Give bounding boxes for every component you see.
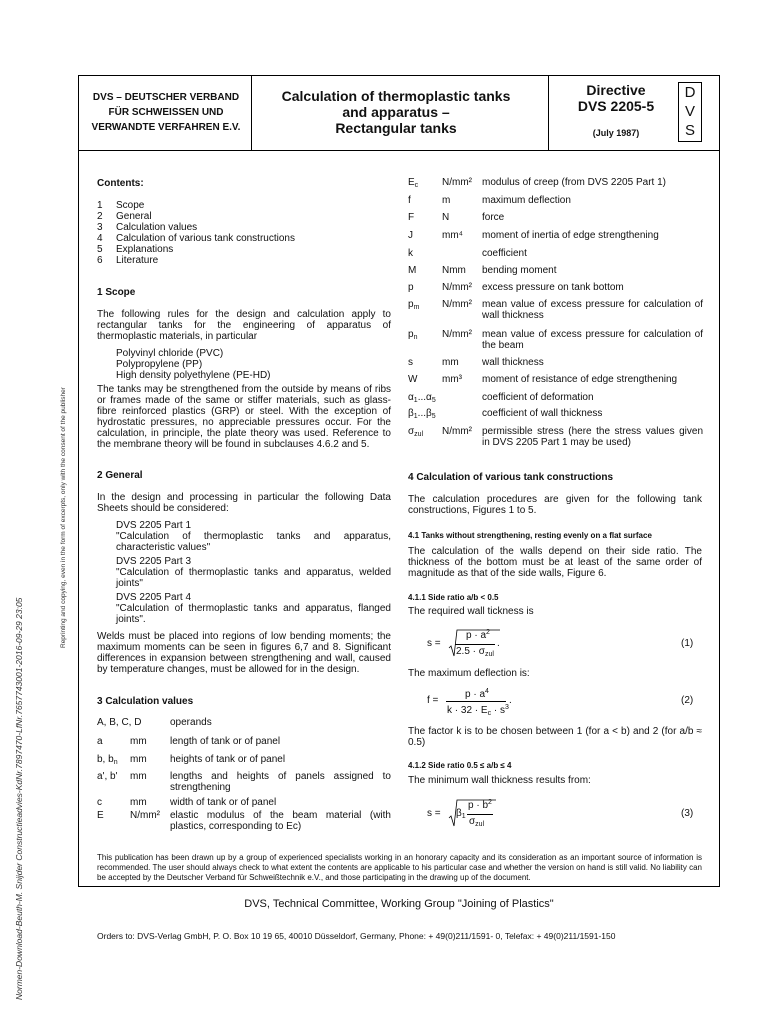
general-heading: 2 General: [97, 470, 143, 481]
dvs-logo: D V S: [678, 82, 702, 142]
section4-intro: The calculation procedures are given for the following tank constructions, Figures 1 to 5.: [408, 494, 702, 516]
sym-desc: permissible stress (here the stress values given in DVS 2205 Part 1 may be used): [482, 426, 703, 448]
sym-unit: N/mm²: [442, 177, 472, 188]
scope-paragraph-2: The tanks may be strengthened from the outside by means of ribs or frames made of the same or stiffer materials, such as glass-fibre reinforced plastics (GRP) or steel. With the exception of hydrostatic pressures, no appreciable pressures occur. For the calculation, in principle, the plate theory was used. Reference to the membrane theory will be found in subclauses 4.6.2 and 5.: [97, 384, 391, 450]
sym-row: $p_m$: [408, 299, 420, 311]
k-text: The factor k is to be chosen between 1 (for a < b) and 2 (for a/b ≈ 0.5): [408, 726, 702, 748]
header-divider: [78, 150, 720, 151]
sym-desc: operands: [170, 717, 212, 728]
sym-desc: bending moment: [482, 265, 557, 276]
sym-desc: elastic modulus of the beam material (with plastics, corresponding to Ec): [170, 810, 391, 832]
sym-row: F: [408, 212, 415, 223]
sym-desc: coefficient: [482, 248, 527, 259]
s41-text: The calculation of the walls depend on their side ratio. The thickness of the bottom must be at least of the same order of magnitude as that of the side walls, Figure 6.: [408, 546, 702, 579]
committee-line: DVS, Technical Committee, Working Group "Joining of Plastics": [244, 898, 554, 910]
sym-row: W: [408, 374, 418, 385]
sym-desc: coefficient of deformation: [482, 392, 594, 403]
sym-unit: N/mm²: [442, 329, 472, 340]
general-ref-1: DVS 2205 Part 1 "Calculation of thermoplastic tanks and apparatus, characteristic values": [116, 520, 391, 553]
org-name: DVS – DEUTSCHER VERBAND FÜR SCHWEISSEN UND VERWANDTE VERFAHREN E.V.: [91, 92, 241, 133]
sym-desc: coefficient of wall thickness: [482, 408, 603, 419]
general-paragraph-1: In the design and processing in particular the following Data Sheets should be considered:: [97, 492, 391, 514]
general-ref-2: DVS 2205 Part 3 "Calculation of thermoplastic tanks and apparatus, welded joints": [116, 556, 391, 589]
sym-unit: N/mm²: [442, 282, 472, 293]
s41-heading: 4.1 Tanks without strengthening, resting evenly on a flat surface: [408, 531, 652, 540]
header-col-divider-1: [251, 75, 252, 150]
sym-row: J: [408, 230, 413, 241]
sym-unit: Nmm: [442, 265, 466, 276]
sym-unit: N/mm²: [442, 299, 472, 310]
sym-row: M: [408, 265, 417, 276]
s411-text: The required wall tickness is: [408, 606, 534, 617]
s412-heading: 4.1.2 Side ratio 0.5 ≤ a/b ≤ 4: [408, 761, 512, 770]
sym-row: A, B, C, D: [97, 717, 142, 728]
scope-paragraph-1: The following rules for the design and calculation apply to rectangular tanks for the engineering of apparatus of thermoplastic materials, in particular: [97, 309, 391, 342]
sym-row: $\beta_1...\beta_5$: [408, 408, 436, 420]
disclaimer: This publication has been drawn up by a group of experienced specialists working in an honorary capacity and its consideration as an important source of information is recommended. The user should always check to what extent the contents are applicable to his particular case and whether the version on hand is still valid. No liability can be accepted by the Deutscher Verband für Schweißtechnik e.V., and those participating in the drawing up of the document.: [97, 853, 702, 882]
scope-heading: 1 Scope: [97, 287, 136, 298]
sym-row: b, $b_n$: [97, 754, 118, 766]
contents-heading: Contents:: [97, 178, 144, 189]
sym-row: $\alpha_1...\alpha_5$: [408, 392, 436, 404]
sym-desc: mean value of excess pressure for calculation of wall thickness: [482, 299, 703, 321]
reprint-note: Reprinting and copying, even in the form of excerpts, only with the consent of the publisher: [60, 387, 67, 648]
sym-desc: modulus of creep (from DVS 2205 Part 1): [482, 177, 666, 188]
sym-desc: lengths and heights of panels assigned to strengthening: [170, 771, 391, 793]
sym-row: E: [97, 810, 104, 821]
footer-divider: [78, 886, 720, 887]
sym-desc: excess pressure on tank bottom: [482, 282, 624, 293]
sym-unit: mm: [442, 357, 459, 368]
s411-heading: 4.1.1 Side ratio a/b < 0.5: [408, 593, 499, 602]
general-ref-3: DVS 2205 Part 4 "Calculation of thermoplastic tanks and apparatus, flanged joints".: [116, 592, 391, 625]
sym-row: a', b': [97, 771, 118, 782]
deflection-text: The maximum deflection is:: [408, 668, 530, 679]
general-paragraph-2: Welds must be placed into regions of low bending moments; the maximum moments can be seen in figures 6,7 and 8. Significant differences in expansion between strengthening and wall, caused by temperature changes, must be allowed for in the design.: [97, 631, 391, 675]
sym-desc: moment of resistance of edge strengthening: [482, 374, 678, 385]
sym-unit: m: [442, 195, 451, 206]
sym-row: s: [408, 357, 413, 368]
sym-unit: N/mm²: [442, 426, 472, 437]
sym-row: p: [408, 282, 414, 293]
directive-label: Directive DVS 2205-5: [577, 82, 655, 114]
sym-unit: mm³: [442, 374, 462, 385]
sym-unit: mm: [130, 797, 147, 808]
sym-desc: heights of tank or of panel: [170, 754, 286, 765]
sym-unit: mm: [130, 736, 147, 747]
sym-desc: width of tank or of panel: [170, 797, 277, 808]
header-col-divider-2: [548, 75, 549, 150]
sym-desc: force: [482, 212, 505, 223]
orders-line: Orders to: DVS-Verlag GmbH, P. O. Box 10 19 65, 40010 Düsseldorf, Germany, Phone: + 49(0)211/1591- 0, Telefax: + 49(0)211/1591-150: [97, 931, 616, 941]
sym-desc: length of tank or of panel: [170, 736, 281, 747]
download-note: Normen-Download-Beuth-M. Snijder Constructieadvies-KdNr.7897470-LfNr.7657743001-2016-09-29 23:05: [14, 597, 24, 1000]
sym-row: $E_c$: [408, 177, 419, 189]
sym-unit: N/mm²: [130, 810, 160, 821]
document-title: Calculation of thermoplastic tanks and apparatus – Rectangular tanks: [281, 88, 511, 136]
calc-values-heading: 3 Calculation values: [97, 696, 194, 707]
sym-unit: mm: [130, 754, 147, 765]
sym-desc: maximum deflection: [482, 195, 571, 206]
sym-row: f: [408, 195, 411, 206]
scope-materials: Polyvinyl chloride (PVC) Polypropylene (PP) High density polyethylene (PE-HD): [116, 348, 271, 381]
s412-text: The minimum wall thickness results from:: [408, 775, 591, 786]
sym-desc: wall thickness: [482, 357, 544, 368]
sym-unit: N: [442, 212, 450, 223]
sym-row: c: [97, 797, 102, 808]
sym-row: k: [408, 248, 413, 259]
contents-list: 1 Scope 2 General 3 Calculation values 4 Calculation of various tank constructions 5 Explanations 6 Literature: [97, 200, 295, 266]
sym-unit: mm⁴: [442, 230, 463, 241]
section4-heading: 4 Calculation of various tank constructions: [408, 472, 614, 483]
sym-unit: mm: [130, 771, 147, 782]
sym-row: $p_n$: [408, 329, 418, 341]
sym-desc: mean value of excess pressure for calculation of the beam: [482, 329, 703, 351]
sym-desc: moment of inertia of edge strengthening: [482, 230, 659, 241]
directive-date: (July 1987): [592, 128, 640, 138]
sym-row: $\sigma_{zul}$: [408, 426, 424, 438]
sym-row: a: [97, 736, 103, 747]
